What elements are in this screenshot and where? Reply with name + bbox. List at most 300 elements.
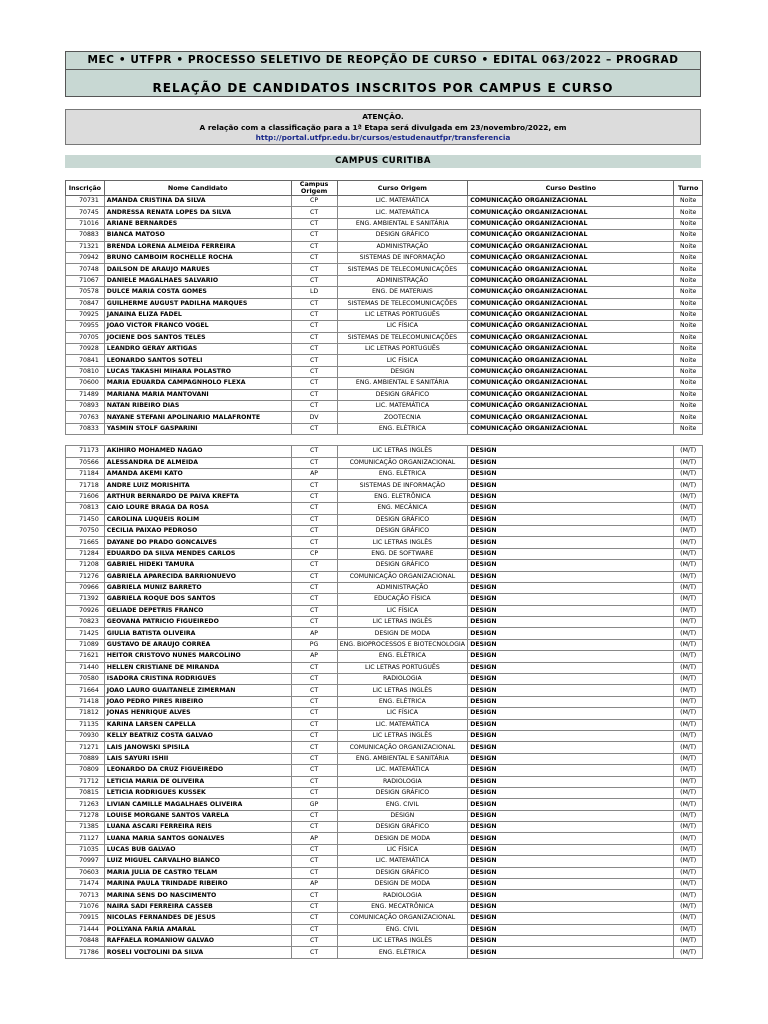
cell-turno: (M/T) xyxy=(674,924,703,935)
cell-turno: (M/T) xyxy=(674,810,703,821)
table-row xyxy=(66,491,703,502)
cell-curso-destino: DESIGN xyxy=(468,856,674,867)
cell-curso-destino: COMUNICAÇÃO ORGANIZACIONAL xyxy=(468,230,674,241)
cell-curso-origem: LIC LETRAS INGLÊS xyxy=(337,730,468,741)
cell-campus-origem: AP xyxy=(291,879,337,890)
cell-inscricao: 70893 xyxy=(66,401,105,412)
cell-curso-origem: COMUNICAÇÃO ORGANIZACIONAL xyxy=(337,457,468,468)
cell-nome: GABRIELA MUNIZ BARRETO xyxy=(104,582,291,593)
cell-turno: (M/T) xyxy=(674,525,703,536)
cell-inscricao: 70926 xyxy=(66,605,105,616)
cell-campus-origem: CT xyxy=(291,776,337,787)
notice-text: A relação com a classificação para a 1ª Etapa será divulgada em 23/novembro/2022, em xyxy=(199,122,567,132)
cell-curso-origem: ENG. MECATRÔNICA xyxy=(337,901,468,912)
cell-nome: MARINA SENS DO NASCIMENTO xyxy=(104,890,291,901)
cell-nome: YASMIN STOLF GASPARINI xyxy=(104,423,291,434)
table-header-row xyxy=(66,181,703,196)
cell-curso-destino: DESIGN xyxy=(468,480,674,491)
cell-turno: (M/T) xyxy=(674,617,703,628)
table-row xyxy=(66,548,703,559)
cell-turno: Noite xyxy=(674,241,703,252)
cell-inscricao: 71321 xyxy=(66,241,105,252)
table-row xyxy=(66,924,703,935)
candidates-table xyxy=(65,180,703,959)
cell-curso-origem: RADIOLOGIA xyxy=(337,890,468,901)
cell-curso-destino: COMUNICAÇÃO ORGANIZACIONAL xyxy=(468,241,674,252)
table-row xyxy=(66,719,703,730)
cell-curso-origem: LIC FÍSICA xyxy=(337,321,468,332)
cell-curso-destino: COMUNICAÇÃO ORGANIZACIONAL xyxy=(468,264,674,275)
cell-turno: (M/T) xyxy=(674,685,703,696)
cell-campus-origem: CT xyxy=(291,708,337,719)
cell-curso-origem: DESIGN GRÁFICO xyxy=(337,867,468,878)
cell-curso-origem: DESIGN GRÁFICO xyxy=(337,389,468,400)
cell-inscricao: 71135 xyxy=(66,719,105,730)
cell-campus-origem: CT xyxy=(291,264,337,275)
cell-curso-origem: SISTEMAS DE INFORMAÇÃO xyxy=(337,252,468,263)
cell-campus-origem: CT xyxy=(291,890,337,901)
table-row xyxy=(66,582,703,593)
cell-curso-origem: DESIGN GRÁFICO xyxy=(337,230,468,241)
cell-curso-destino: DESIGN xyxy=(468,753,674,764)
cell-curso-destino: DESIGN xyxy=(468,833,674,844)
cell-nome: MARINA PAULA TRINDADE RIBEIRO xyxy=(104,879,291,890)
cell-curso-destino: DESIGN xyxy=(468,605,674,616)
table-row xyxy=(66,275,703,286)
cell-campus-origem: CP xyxy=(291,196,337,207)
cell-curso-origem: LIC FÍSICA xyxy=(337,605,468,616)
cell-curso-destino: DESIGN xyxy=(468,525,674,536)
table-row xyxy=(66,651,703,662)
cell-nome: JOAO VICTOR FRANCO VOGEL xyxy=(104,321,291,332)
cell-curso-destino: COMUNICAÇÃO ORGANIZACIONAL xyxy=(468,423,674,434)
cell-turno: (M/T) xyxy=(674,708,703,719)
cell-curso-origem: LIC LETRAS INGLÊS xyxy=(337,446,468,457)
cell-curso-destino: DESIGN xyxy=(468,890,674,901)
cell-curso-origem: ADMINISTRAÇÃO xyxy=(337,241,468,252)
cell-campus-origem: CT xyxy=(291,719,337,730)
cell-nome: NATAN RIBEIRO DIAS xyxy=(104,401,291,412)
cell-inscricao: 71278 xyxy=(66,810,105,821)
table-row xyxy=(66,423,703,434)
cell-curso-destino: DESIGN xyxy=(468,685,674,696)
cell-nome: NICOLAS FERNANDES DE JESUS xyxy=(104,913,291,924)
table-row xyxy=(66,468,703,479)
cell-nome: GUILHERME AUGUST PADILHA MARQUES xyxy=(104,298,291,309)
cell-inscricao: 71712 xyxy=(66,776,105,787)
table-row xyxy=(66,742,703,753)
cell-inscricao: 70813 xyxy=(66,503,105,514)
notice-link[interactable]: http://portal.utfpr.edu.br/cursos/estudenautfpr/transferencia xyxy=(255,133,511,142)
cell-turno: (M/T) xyxy=(674,867,703,878)
cell-turno: (M/T) xyxy=(674,890,703,901)
cell-curso-destino: COMUNICAÇÃO ORGANIZACIONAL xyxy=(468,332,674,343)
cell-campus-origem: CT xyxy=(291,457,337,468)
cell-campus-origem: CT xyxy=(291,594,337,605)
cell-nome: BRUNO CAMBOIM ROCHELLE ROCHA xyxy=(104,252,291,263)
table-row xyxy=(66,890,703,901)
cell-curso-destino: DESIGN xyxy=(468,924,674,935)
cell-campus-origem: CT xyxy=(291,947,337,958)
column-header-inscricao: Inscrição xyxy=(66,181,105,196)
table-row xyxy=(66,856,703,867)
cell-campus-origem: CT xyxy=(291,309,337,320)
cell-nome: ARIANE BERNARDES xyxy=(104,218,291,229)
cell-inscricao: 70823 xyxy=(66,617,105,628)
table-row xyxy=(66,537,703,548)
cell-nome: LETICIA MARIA DE OLIVEIRA xyxy=(104,776,291,787)
table-row xyxy=(66,799,703,810)
cell-campus-origem: CT xyxy=(291,844,337,855)
cell-curso-origem: LIC. MATEMÁTICA xyxy=(337,856,468,867)
cell-turno: (M/T) xyxy=(674,582,703,593)
cell-nome: LEONARDO SANTOS SOTELI xyxy=(104,355,291,366)
cell-inscricao: 71067 xyxy=(66,275,105,286)
cell-nome: CECILIA PAIXAO PEDROSO xyxy=(104,525,291,536)
cell-inscricao: 70928 xyxy=(66,344,105,355)
cell-nome: GELIADE DEPETRIS FRANCO xyxy=(104,605,291,616)
cell-inscricao: 70713 xyxy=(66,890,105,901)
cell-curso-origem: ENG. ELETRÔNICA xyxy=(337,491,468,502)
cell-curso-origem: LIC. MATEMÁTICA xyxy=(337,719,468,730)
cell-curso-destino: DESIGN xyxy=(468,799,674,810)
cell-campus-origem: CT xyxy=(291,822,337,833)
cell-turno: Noite xyxy=(674,196,703,207)
cell-curso-destino: DESIGN xyxy=(468,468,674,479)
cell-turno: (M/T) xyxy=(674,822,703,833)
cell-turno: Noite xyxy=(674,423,703,434)
cell-curso-origem: ENG. AMBIENTAL E SANITÁRIA xyxy=(337,218,468,229)
cell-nome: HELLEN CRISTIANE DE MIRANDA xyxy=(104,662,291,673)
cell-nome: DULCE MARIA COSTA GOMES xyxy=(104,287,291,298)
cell-inscricao: 71664 xyxy=(66,685,105,696)
cell-inscricao: 71016 xyxy=(66,218,105,229)
table-row xyxy=(66,355,703,366)
cell-nome: RAFFAELA ROMANIOW GALVAO xyxy=(104,936,291,947)
cell-turno: (M/T) xyxy=(674,639,703,650)
table-row xyxy=(66,571,703,582)
cell-campus-origem: CT xyxy=(291,856,337,867)
cell-curso-origem: LIC LETRAS PORTUGUÊS xyxy=(337,309,468,320)
cell-inscricao: 70566 xyxy=(66,457,105,468)
column-header-campus-origem: Campus Origem xyxy=(291,181,337,196)
cell-curso-origem: SISTEMAS DE TELECOMUNICAÇÕES xyxy=(337,298,468,309)
cell-curso-destino: DESIGN xyxy=(468,662,674,673)
cell-inscricao: 70745 xyxy=(66,207,105,218)
cell-curso-destino: DESIGN xyxy=(468,719,674,730)
table-row xyxy=(66,594,703,605)
cell-curso-destino: DESIGN xyxy=(468,514,674,525)
cell-curso-destino: DESIGN xyxy=(468,503,674,514)
cell-campus-origem: CT xyxy=(291,617,337,628)
table-row xyxy=(66,514,703,525)
table-row xyxy=(66,730,703,741)
cell-curso-origem: EDUCAÇÃO FÍSICA xyxy=(337,594,468,605)
cell-curso-origem: ENG. ELÉTRICA xyxy=(337,947,468,958)
cell-nome: DAYANE DO PRADO GONCALVES xyxy=(104,537,291,548)
cell-campus-origem: CT xyxy=(291,810,337,821)
cell-inscricao: 70763 xyxy=(66,412,105,423)
cell-nome: DAILSON DE ARAUJO MARUES xyxy=(104,264,291,275)
cell-inscricao: 71035 xyxy=(66,844,105,855)
cell-curso-origem: LIC FÍSICA xyxy=(337,708,468,719)
table-row xyxy=(66,947,703,958)
cell-curso-destino: DESIGN xyxy=(468,936,674,947)
table-row xyxy=(66,936,703,947)
cell-nome: JANAINA ELIZA FADEL xyxy=(104,309,291,320)
cell-inscricao: 70705 xyxy=(66,332,105,343)
table-row xyxy=(66,446,703,457)
cell-campus-origem: CP xyxy=(291,548,337,559)
cell-inscricao: 70580 xyxy=(66,674,105,685)
cell-campus-origem: CT xyxy=(291,901,337,912)
cell-nome: LUANA ASCARI FERREIRA REIS xyxy=(104,822,291,833)
cell-campus-origem: CT xyxy=(291,662,337,673)
cell-campus-origem: AP xyxy=(291,833,337,844)
cell-campus-origem: CT xyxy=(291,389,337,400)
cell-campus-origem: CT xyxy=(291,765,337,776)
cell-curso-destino: DESIGN xyxy=(468,457,674,468)
cell-campus-origem: CT xyxy=(291,252,337,263)
cell-inscricao: 70809 xyxy=(66,765,105,776)
cell-curso-origem: ENG. ELÉTRICA xyxy=(337,696,468,707)
cell-campus-origem: CT xyxy=(291,913,337,924)
cell-nome: GABRIELA ROQUE DOS SANTOS xyxy=(104,594,291,605)
cell-campus-origem: CT xyxy=(291,332,337,343)
cell-turno: (M/T) xyxy=(674,491,703,502)
cell-curso-origem: DESIGN GRÁFICO xyxy=(337,525,468,536)
cell-inscricao: 71489 xyxy=(66,389,105,400)
cell-inscricao: 71271 xyxy=(66,742,105,753)
cell-curso-destino: DESIGN xyxy=(468,651,674,662)
cell-inscricao: 70889 xyxy=(66,753,105,764)
cell-curso-destino: DESIGN xyxy=(468,617,674,628)
cell-curso-origem: ZOOTECNIA xyxy=(337,412,468,423)
cell-curso-destino: COMUNICAÇÃO ORGANIZACIONAL xyxy=(468,321,674,332)
table-row xyxy=(66,879,703,890)
cell-curso-origem: COMUNICAÇÃO ORGANIZACIONAL xyxy=(337,742,468,753)
cell-curso-origem: DESIGN DE MODA xyxy=(337,628,468,639)
cell-inscricao: 71184 xyxy=(66,468,105,479)
cell-campus-origem: CT xyxy=(291,730,337,741)
cell-campus-origem: CT xyxy=(291,241,337,252)
table-row xyxy=(66,287,703,298)
cell-turno: Noite xyxy=(674,309,703,320)
cell-curso-destino: DESIGN xyxy=(468,844,674,855)
cell-turno: (M/T) xyxy=(674,571,703,582)
cell-curso-destino: COMUNICAÇÃO ORGANIZACIONAL xyxy=(468,366,674,377)
cell-inscricao: 71718 xyxy=(66,480,105,491)
cell-inscricao: 70815 xyxy=(66,787,105,798)
cell-inscricao: 71474 xyxy=(66,879,105,890)
cell-campus-origem: CT xyxy=(291,423,337,434)
cell-nome: AKIHIRO MOHAMED NAGAO xyxy=(104,446,291,457)
cell-campus-origem: CT xyxy=(291,605,337,616)
cell-inscricao: 71263 xyxy=(66,799,105,810)
cell-nome: ROSELI VOLTOLINI DA SILVA xyxy=(104,947,291,958)
cell-nome: CAROLINA LUQUEIS ROLIM xyxy=(104,514,291,525)
cell-curso-destino: DESIGN xyxy=(468,913,674,924)
table-row xyxy=(66,321,703,332)
cell-turno: (M/T) xyxy=(674,856,703,867)
cell-turno: Noite xyxy=(674,344,703,355)
cell-inscricao: 71284 xyxy=(66,548,105,559)
cell-inscricao: 70942 xyxy=(66,252,105,263)
cell-curso-destino: COMUNICAÇÃO ORGANIZACIONAL xyxy=(468,252,674,263)
cell-nome: MARIANA MARIA MANTOVANI xyxy=(104,389,291,400)
cell-turno: Noite xyxy=(674,332,703,343)
cell-turno: (M/T) xyxy=(674,468,703,479)
cell-curso-origem: LIC LETRAS INGLÊS xyxy=(337,617,468,628)
cell-nome: AMANDA AKEMI KATO xyxy=(104,468,291,479)
cell-curso-destino: COMUNICAÇÃO ORGANIZACIONAL xyxy=(468,309,674,320)
header-edital-line: MEC • UTFPR • PROCESSO SELETIVO DE REOPÇÃO DE CURSO • EDITAL 063/2022 – PROGRAD xyxy=(87,54,679,66)
cell-curso-origem: RADIOLOGIA xyxy=(337,776,468,787)
header-divider xyxy=(66,69,700,70)
cell-nome: KELLY BEATRIZ COSTA GALVAO xyxy=(104,730,291,741)
table-row xyxy=(66,753,703,764)
cell-inscricao: 70997 xyxy=(66,856,105,867)
column-header-nome: Nome Candidato xyxy=(104,181,291,196)
cell-nome: MARIA EDUARDA CAMPAGNHOLO FLEXA xyxy=(104,378,291,389)
cell-turno: (M/T) xyxy=(674,594,703,605)
cell-turno: (M/T) xyxy=(674,662,703,673)
cell-curso-destino: DESIGN xyxy=(468,810,674,821)
table-row xyxy=(66,401,703,412)
cell-curso-destino: COMUNICAÇÃO ORGANIZACIONAL xyxy=(468,287,674,298)
cell-curso-origem: ENG. CIVIL xyxy=(337,924,468,935)
cell-campus-origem: CT xyxy=(291,525,337,536)
table-row xyxy=(66,503,703,514)
table-row xyxy=(66,309,703,320)
cell-inscricao: 70750 xyxy=(66,525,105,536)
cell-turno: Noite xyxy=(674,218,703,229)
cell-inscricao: 70915 xyxy=(66,913,105,924)
cell-inscricao: 70930 xyxy=(66,730,105,741)
cell-nome: LETICIA RODRIGUES KUSSEK xyxy=(104,787,291,798)
cell-nome: LUANA MARIA SANTOS GONALVES xyxy=(104,833,291,844)
cell-curso-origem: LIC FÍSICA xyxy=(337,355,468,366)
cell-turno: (M/T) xyxy=(674,799,703,810)
table-row xyxy=(66,196,703,207)
cell-nome: JOAO PEDRO PIRES RIBEIRO xyxy=(104,696,291,707)
cell-campus-origem: AP xyxy=(291,628,337,639)
cell-curso-origem: DESIGN xyxy=(337,810,468,821)
cell-curso-destino: DESIGN xyxy=(468,674,674,685)
cell-campus-origem: CT xyxy=(291,321,337,332)
cell-curso-origem: ENG. DE SOFTWARE xyxy=(337,548,468,559)
cell-turno: Noite xyxy=(674,366,703,377)
cell-nome: GABRIEL HIDEKI TAMURA xyxy=(104,560,291,571)
cell-nome: LOUISE MORGANE SANTOS VARELA xyxy=(104,810,291,821)
cell-turno: (M/T) xyxy=(674,947,703,958)
cell-campus-origem: CT xyxy=(291,787,337,798)
cell-inscricao: 70841 xyxy=(66,355,105,366)
table-row xyxy=(66,696,703,707)
cell-curso-origem: RADIOLOGIA xyxy=(337,674,468,685)
cell-nome: GIULIA BATISTA OLIVEIRA xyxy=(104,628,291,639)
cell-curso-origem: LIC. MATEMÁTICA xyxy=(337,401,468,412)
cell-nome: NAYANE STEFANI APOLINARIO MALAFRONTE xyxy=(104,412,291,423)
cell-curso-destino: COMUNICAÇÃO ORGANIZACIONAL xyxy=(468,412,674,423)
table-row xyxy=(66,480,703,491)
cell-curso-destino: DESIGN xyxy=(468,947,674,958)
cell-turno: (M/T) xyxy=(674,548,703,559)
cell-curso-destino: DESIGN xyxy=(468,776,674,787)
cell-curso-origem: ADMINISTRAÇÃO xyxy=(337,275,468,286)
cell-curso-origem: SISTEMAS DE INFORMAÇÃO xyxy=(337,480,468,491)
cell-campus-origem: PG xyxy=(291,639,337,650)
cell-nome: POLLYANA FARIA AMARAL xyxy=(104,924,291,935)
table-row xyxy=(66,344,703,355)
cell-turno: (M/T) xyxy=(674,514,703,525)
table-row xyxy=(66,218,703,229)
cell-nome: EDUARDO DA SILVA MENDES CARLOS xyxy=(104,548,291,559)
cell-curso-origem: COMUNICAÇÃO ORGANIZACIONAL xyxy=(337,571,468,582)
cell-nome: ARTHUR BERNARDO DE PAIVA KREFTA xyxy=(104,491,291,502)
cell-curso-origem: ENG. CIVIL xyxy=(337,799,468,810)
cell-curso-destino: DESIGN xyxy=(468,742,674,753)
cell-nome: ANDRESSA RENATA LOPES DA SILVA xyxy=(104,207,291,218)
cell-curso-destino: DESIGN xyxy=(468,696,674,707)
group-spacer xyxy=(66,435,703,446)
document-header xyxy=(65,51,701,97)
table-row xyxy=(66,298,703,309)
cell-turno: (M/T) xyxy=(674,674,703,685)
cell-curso-destino: DESIGN xyxy=(468,582,674,593)
cell-turno: (M/T) xyxy=(674,776,703,787)
cell-turno: Noite xyxy=(674,230,703,241)
cell-turno: Noite xyxy=(674,389,703,400)
cell-campus-origem: AP xyxy=(291,468,337,479)
cell-curso-destino: DESIGN xyxy=(468,594,674,605)
cell-campus-origem: CT xyxy=(291,582,337,593)
cell-curso-origem: LIC LETRAS INGLÊS xyxy=(337,936,468,947)
cell-curso-destino: DESIGN xyxy=(468,628,674,639)
cell-nome: HEITOR CRISTOVO NUNES MARCOLINO xyxy=(104,651,291,662)
cell-campus-origem: CT xyxy=(291,674,337,685)
cell-nome: ISADORA CRISTINA RODRIGUES xyxy=(104,674,291,685)
table-row xyxy=(66,241,703,252)
column-header-curso-origem: Curso Origem xyxy=(337,181,468,196)
table-row xyxy=(66,332,703,343)
cell-curso-origem: LIC LETRAS PORTUGUÊS xyxy=(337,344,468,355)
cell-curso-destino: DESIGN xyxy=(468,867,674,878)
cell-curso-origem: LIC LETRAS PORTUGUÊS xyxy=(337,662,468,673)
cell-nome: MARIA JULIA DE CASTRO TELAM xyxy=(104,867,291,878)
cell-campus-origem: CT xyxy=(291,378,337,389)
cell-curso-origem: LIC. MATEMÁTICA xyxy=(337,765,468,776)
cell-inscricao: 70600 xyxy=(66,378,105,389)
cell-inscricao: 71440 xyxy=(66,662,105,673)
cell-curso-origem: ENG. ELÉTRICA xyxy=(337,423,468,434)
cell-nome: JOAO LAURO GUAITANELE ZIMERMAN xyxy=(104,685,291,696)
table-row xyxy=(66,252,703,263)
cell-curso-destino: DESIGN xyxy=(468,708,674,719)
cell-turno: (M/T) xyxy=(674,936,703,947)
cell-campus-origem: CT xyxy=(291,480,337,491)
cell-nome: LUCAS BUB GALVAO xyxy=(104,844,291,855)
cell-inscricao: 71812 xyxy=(66,708,105,719)
cell-turno: (M/T) xyxy=(674,913,703,924)
cell-turno: (M/T) xyxy=(674,696,703,707)
cell-turno: (M/T) xyxy=(674,742,703,753)
cell-curso-destino: COMUNICAÇÃO ORGANIZACIONAL xyxy=(468,218,674,229)
table-row xyxy=(66,776,703,787)
cell-turno: (M/T) xyxy=(674,537,703,548)
cell-campus-origem: CT xyxy=(291,742,337,753)
cell-inscricao: 71173 xyxy=(66,446,105,457)
